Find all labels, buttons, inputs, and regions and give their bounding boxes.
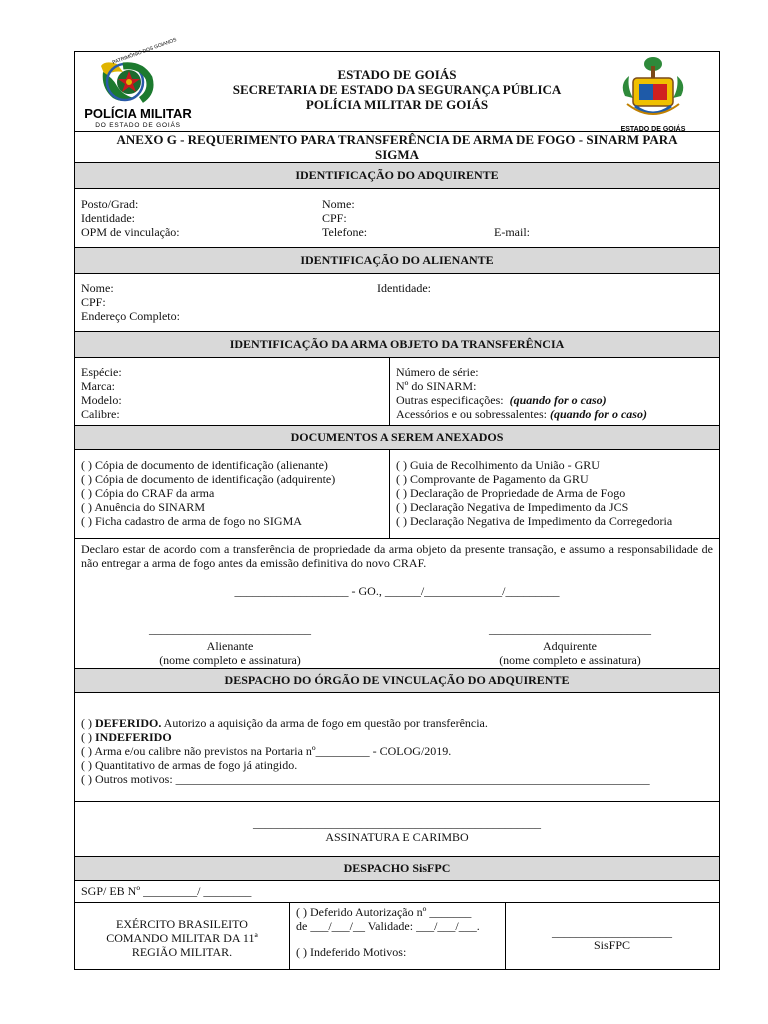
alienante-label: Alienante	[206, 639, 254, 653]
section-arma-body	[75, 357, 719, 425]
field-sgp-eb[interactable]: SGP/ EB Nº _________/ ________	[81, 884, 252, 898]
checkbox-item[interactable]: ( ) Declaração Negativa de Impedimento da JCS	[396, 500, 629, 514]
option-indeferido-motivos[interactable]: ( ) Indeferido Motivos:	[296, 945, 407, 959]
alienante-signature-line[interactable]: ___________________________	[149, 622, 311, 636]
adquirente-label: Adquirente	[543, 639, 597, 653]
section-despacho-orgao-body	[75, 692, 719, 801]
sgp-row	[75, 880, 719, 902]
header-line-3: POLÍCIA MILITAR DE GOIÁS	[305, 97, 489, 112]
field-numero-sinarm[interactable]: Nº do SINARM:	[396, 379, 477, 393]
adquirente-signature-line[interactable]: ___________________________	[489, 622, 651, 636]
section-adquirente-body	[75, 188, 719, 248]
section-arma-heading: IDENTIFICAÇÃO DA ARMA OBJETO DA TRANSFERÊNCIA	[75, 331, 719, 357]
field-cpf-adquirente[interactable]: CPF:	[322, 211, 347, 225]
assinatura-line[interactable]: ________________________________________________	[253, 816, 541, 830]
field-posto-grad[interactable]: Posto/Grad:	[81, 197, 139, 211]
field-nome-alienante[interactable]: Nome:	[81, 281, 114, 295]
form-title: ANEXO G - REQUERIMENTO PARA TRANSFERÊNCIA DE ARMA DE FOGO - SINARM PARA SIGMA	[116, 132, 678, 162]
option-outros-motivos[interactable]: ( ) Outros motivos: _______________________________________________________________________________	[81, 772, 650, 786]
exercito-line-2: COMANDO MILITAR DA 11ª	[106, 931, 258, 945]
checkbox-item[interactable]: ( ) Cópia do CRAF da arma	[81, 486, 215, 500]
section-documentos-heading: DOCUMENTOS A SEREM ANEXADOS	[75, 425, 719, 449]
local-data-line[interactable]: ___________________ - GO., ______/_____________/_________	[234, 584, 560, 598]
section-assinatura-carimbo	[75, 801, 719, 856]
assinatura-label: ASSINATURA E CARIMBO	[325, 830, 469, 844]
field-telefone[interactable]: Telefone:	[322, 225, 368, 239]
field-nome-adquirente[interactable]: Nome:	[322, 197, 355, 211]
option-deferido[interactable]: ( ) DEFERIDO. Autorizo a aquisição da arma de fogo em questão por transferência.	[81, 716, 488, 730]
option-motivo-portaria[interactable]: ( ) Arma e/ou calibre não previstos na Portaria nº_________ - COLOG/2019.	[81, 744, 452, 758]
checkbox-item[interactable]: ( ) Cópia de documento de identificação (alienante)	[81, 458, 328, 472]
field-acessorios[interactable]: Acessórios e ou sobressalentes: (quando for o caso)	[396, 407, 647, 421]
field-outras-especificacoes[interactable]: Outras especificações: (quando for o caso)	[396, 393, 607, 407]
column-divider	[389, 358, 390, 425]
checkbox-item[interactable]: ( ) Anuência do SINARM	[81, 500, 205, 514]
header-line-2: SECRETARIA DE ESTADO DA SEGURANÇA PÚBLICA	[232, 82, 562, 97]
section-alienante-body	[75, 273, 719, 332]
documentos-left-list	[81, 458, 335, 528]
adquirente-sublabel: (nome completo e assinatura)	[499, 653, 641, 667]
field-endereco[interactable]: Endereço Completo:	[81, 309, 180, 323]
logo-subtext: DO ESTADO DE GOIÁS	[95, 122, 181, 129]
field-email[interactable]: E-mail:	[494, 225, 530, 239]
checkbox-item[interactable]: ( ) Declaração Negativa de Impedimento da Corregedoria	[396, 514, 673, 528]
exercito-line-1: EXÉRCITO BRASILEITO	[116, 917, 248, 931]
field-modelo[interactable]: Modelo:	[81, 393, 122, 407]
alienante-sublabel: (nome completo e assinatura)	[159, 653, 301, 667]
sisfpc-bottom-row	[75, 902, 719, 970]
header-line-1: ESTADO DE GOIÁS	[337, 67, 457, 82]
section-documentos-body	[75, 449, 719, 538]
field-numero-serie[interactable]: Número de série:	[396, 365, 479, 379]
form-sheet	[74, 37, 720, 970]
section-declaracao	[75, 538, 719, 668]
checkbox-item[interactable]: ( ) Guia de Recolhimento da União - GRU	[396, 458, 600, 472]
despacho-options	[81, 716, 650, 786]
exercito-line-3: REGIÃO MILITAR.	[131, 945, 233, 959]
sisfpc-signature-line[interactable]: ____________________	[552, 925, 672, 939]
section-despacho-sisfpc-heading: DESPACHO SisFPC	[75, 856, 719, 880]
checkbox-item[interactable]: ( ) Cópia de documento de identificação (adquirente)	[81, 472, 336, 486]
form-header	[75, 37, 719, 133]
option-motivo-quantitativo[interactable]: ( ) Quantitativo de armas de fogo já atingido.	[81, 758, 298, 772]
option-indeferido[interactable]: ( ) INDEFERIDO	[81, 730, 172, 744]
estado-goias-coat-of-arms	[615, 54, 695, 134]
declaracao-text: Declaro estar de acordo com a transferência de propriedade da arma objeto da presente transação, e assumo a responsabilidade de não entregar a arma de fogo antes da emissão definitiva do novo CRAF.	[81, 542, 713, 570]
field-cpf-alienante[interactable]: CPF:	[81, 295, 106, 309]
section-despacho-orgao-heading: DESPACHO DO ÓRGÃO DE VINCULAÇÃO DO ADQUIRENTE	[75, 668, 719, 692]
column-divider	[389, 450, 390, 538]
field-identidade-alienante[interactable]: Identidade:	[377, 281, 431, 295]
field-identidade-adquirente[interactable]: Identidade:	[81, 211, 135, 225]
option-deferido-autorizacao[interactable]: ( ) Deferido Autorização nº _______	[296, 905, 472, 919]
logo-text: POLÍCIA MILITAR	[84, 106, 192, 121]
checkbox-item[interactable]: ( ) Comprovante de Pagamento da GRU	[396, 472, 589, 486]
coat-of-arms-text: ESTADO DE GOIÁS	[620, 126, 686, 133]
form-title-row	[75, 131, 719, 162]
field-especie[interactable]: Espécie:	[81, 365, 122, 379]
logo-ring-text: PATRIMÔNIO DOS GOIANOS	[111, 37, 178, 66]
field-calibre[interactable]: Calibre:	[81, 407, 120, 421]
sisfpc-label: SisFPC	[593, 938, 631, 952]
checkbox-item[interactable]: ( ) Declaração de Propriedade de Arma de Fogo	[396, 486, 626, 500]
checkbox-item[interactable]: ( ) Ficha cadastro de arma de fogo no SIGMA	[81, 514, 302, 528]
section-adquirente-heading: IDENTIFICAÇÃO DO ADQUIRENTE	[75, 162, 719, 188]
field-validade[interactable]: de ___/___/__ Validade: ___/___/___.	[296, 919, 480, 933]
section-alienante-heading: IDENTIFICAÇÃO DO ALIENANTE	[75, 247, 719, 273]
field-opm[interactable]: OPM de vinculação:	[81, 225, 180, 239]
documentos-right-list	[396, 458, 672, 528]
field-marca[interactable]: Marca:	[81, 379, 115, 393]
column-divider	[289, 903, 290, 970]
